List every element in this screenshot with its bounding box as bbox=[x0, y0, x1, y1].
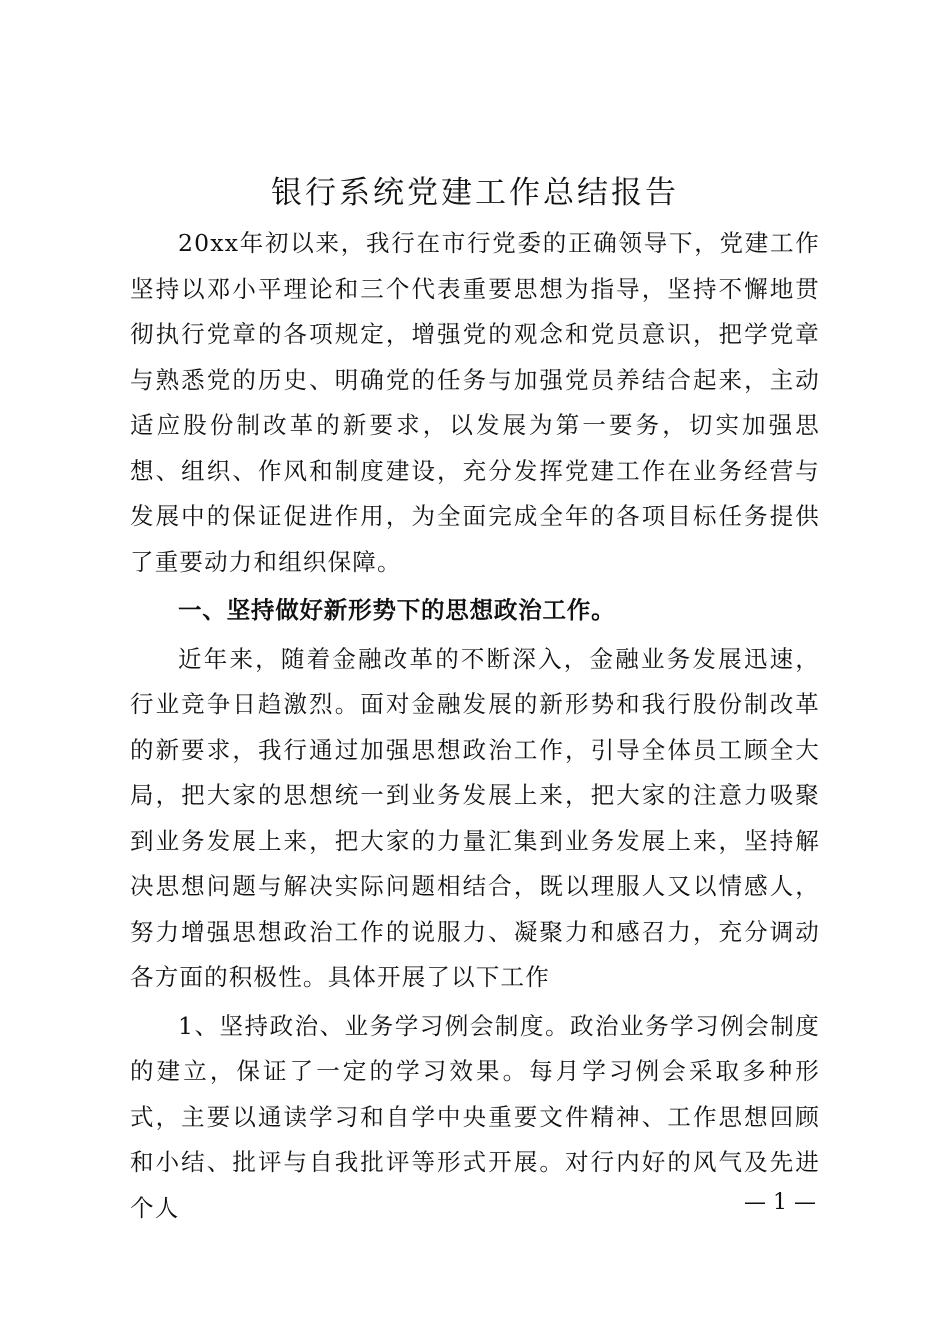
intro-paragraph: 20xx年初以来，我行在市行党委的正确领导下，党建工作坚持以邓小平理论和三个代表重要思想为指导，坚持不懈地贯彻执行党章的各项规定，增强党的观念和党员意识，把学党章与熟悉党的历史、明确党的任务与加强党员养结合起来，主动适应股份制改革的新要求，以发展为第一要务，切实加强思想、组织、作风和制度建设，充分发挥党建工作在业务经营与发展中的保证促进作用，为全面完成全年的各项目标任务提供了重要动力和组织保障。 bbox=[130, 229, 820, 576]
section-heading-1: 一、坚持做好新形势下的思想政治工作。 bbox=[178, 596, 616, 624]
document-body bbox=[130, 221, 820, 1231]
document-title: 银行系统党建工作总结报告 bbox=[271, 175, 679, 211]
section-1-paragraph: 近年来，随着金融改革的不断深入，金融业务发展迅速，行业竞争日趋激烈。面对金融发展的新形势和我行股份制改革的新要求，我行通过加强思想政治工作，引导全体员工顾全大局，把大家的思想统一到业务发展上来，把大家的注意力吸聚到业务发展上来，把大家的力量汇集到业务发展上来，坚持解决思想问题与解决实际问题相结合，既以理服人又以情感人，努力增强思想政治工作的说服力、凝聚力和感召力，充分调动各方面的积极性。具体开展了以下工作 bbox=[130, 644, 820, 991]
item-1-paragraph: 1、坚持政治、业务学习例会制度。政治业务学习例会制度的建立，保证了一定的学习效果。每月学习例会采取多种形式，主要以通读学习和自学中央重要文件精神、工作思想回顾和小结、批评与自我批评等形式开展。对行内好的风气及先进个人 bbox=[130, 1011, 820, 1222]
page-number: — 1 — bbox=[744, 1190, 816, 1215]
